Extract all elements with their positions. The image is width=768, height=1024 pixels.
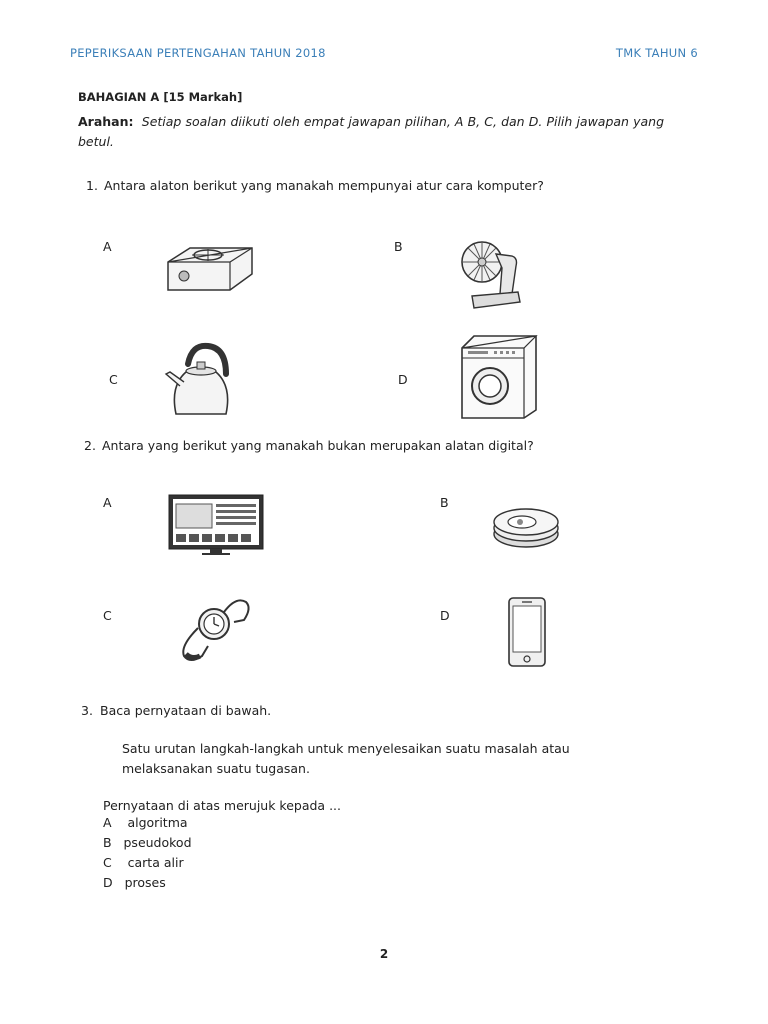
instruction <box>78 112 664 152</box>
choice-d-text: proses <box>124 875 166 890</box>
section-title: BAHAGIAN A [15 Markah] <box>78 90 243 104</box>
q2-option-d: D <box>440 608 450 623</box>
electric-fan-icon <box>456 236 524 312</box>
question-2-number: 2. <box>84 438 96 453</box>
smart-tv-icon <box>168 494 264 556</box>
question-3-number: 3. <box>81 703 93 718</box>
q1-option-d: D <box>398 372 408 387</box>
page-number: 2 <box>379 947 389 961</box>
choice-d-letter: D <box>103 875 113 890</box>
choice-a <box>103 815 188 830</box>
robot-vacuum-icon <box>492 500 560 550</box>
question-1-text: Antara alaton berikut yang manakah mempunyai atur cara komputer? <box>104 178 544 193</box>
choice-b-letter: B <box>103 835 112 850</box>
washing-machine-icon <box>458 332 538 420</box>
smartphone-icon <box>508 597 546 667</box>
header-title: PEPERIKSAAN PERTENGAHAN TAHUN 2018 <box>70 46 326 60</box>
choice-b-text: pseudokod <box>123 835 192 850</box>
q1-option-b: B <box>394 239 403 254</box>
statement: Satu urutan langkah-langkah untuk menyelesaikan suatu masalah atau melaksanakan suatu tugasan. <box>122 741 570 776</box>
q2-option-a: A <box>103 495 112 510</box>
choice-c <box>103 855 184 870</box>
gas-stove-icon <box>160 240 260 296</box>
choice-c-text: carta alir <box>127 855 184 870</box>
choice-d <box>103 875 166 890</box>
q1-option-c: C <box>109 372 118 387</box>
q2-option-c: C <box>103 608 112 623</box>
analog-watch-icon <box>178 594 252 664</box>
choice-a-letter: A <box>103 815 112 830</box>
q1-option-a: A <box>103 239 112 254</box>
choice-b <box>103 835 192 850</box>
question-1-number: 1. <box>86 178 98 193</box>
kettle-icon <box>164 340 236 416</box>
instruction-text: Setiap soalan diikuti oleh empat jawapan pilihan, A B, C, dan D. Pilih jawapan yang betul. <box>78 114 665 149</box>
question-3-text: Baca pernyataan di bawah. <box>100 703 272 718</box>
choice-c-letter: C <box>103 855 112 870</box>
question-2-text: Antara yang berikut yang manakah bukan merupakan alatan digital? <box>102 438 534 453</box>
instruction-label: Arahan: <box>78 114 134 129</box>
question-3-prompt: Pernyataan di atas merujuk kepada ... <box>103 798 341 813</box>
q2-option-b: B <box>440 495 449 510</box>
choice-a-text: algoritma <box>127 815 188 830</box>
header-subject: TMK TAHUN 6 <box>615 46 698 60</box>
